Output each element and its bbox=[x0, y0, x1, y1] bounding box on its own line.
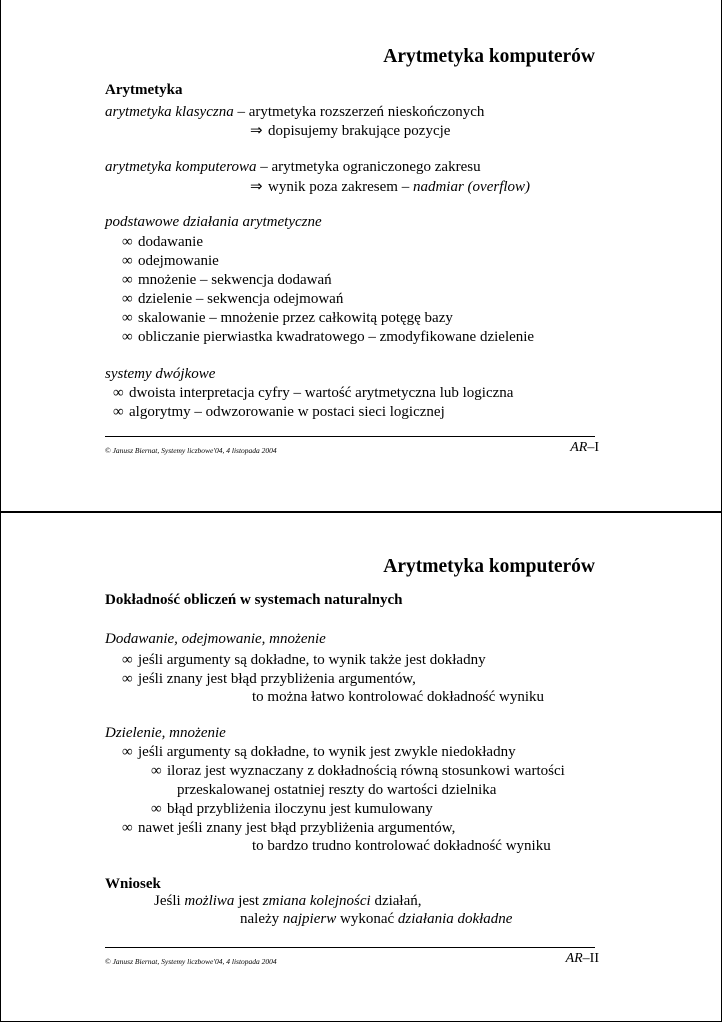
group1-heading: Dodawanie, odejmowanie, mnożenie bbox=[105, 631, 326, 647]
conclusion-line-1 bbox=[154, 892, 422, 910]
list-item-text: dwoista interpretacja cyfry – wartość arytmetyczna lub logiczna bbox=[129, 385, 514, 401]
list-item-continuation: to można łatwo kontrolować dokładność wyniku bbox=[252, 689, 545, 705]
list-item bbox=[113, 384, 513, 402]
group2-heading: Dzielenie, mnożenie bbox=[105, 725, 226, 741]
section-heading: Arytmetyka bbox=[105, 82, 183, 98]
slide-title: Arytmetyka komputerów bbox=[383, 556, 595, 577]
list-item bbox=[122, 252, 219, 270]
list-item bbox=[113, 403, 445, 421]
footer-text: © Janusz Biernat, Systemy liczbowe'04, 4 listopada 2004 bbox=[105, 446, 277, 455]
list-item bbox=[122, 651, 486, 669]
slide-title: Arytmetyka komputerów bbox=[383, 46, 595, 67]
list-item-text: odejmowanie bbox=[138, 253, 219, 269]
conclusion-emphasis: zmiana kolejności bbox=[262, 893, 371, 909]
infinity-bullet-icon: ∞ bbox=[122, 820, 133, 836]
list-item-text: błąd przybliżenia iloczynu jest kumulowany bbox=[167, 801, 433, 817]
page-number bbox=[570, 440, 599, 456]
infinity-bullet-icon: ∞ bbox=[122, 329, 133, 345]
list-item bbox=[122, 233, 203, 251]
computer-result: wynik poza zakresem – bbox=[268, 179, 413, 195]
list-item-text: mnożenie – sekwencja dodawań bbox=[138, 272, 332, 288]
infinity-bullet-icon: ∞ bbox=[122, 253, 133, 269]
infinity-bullet-icon: ∞ bbox=[113, 404, 124, 420]
infinity-bullet-icon: ∞ bbox=[122, 291, 133, 307]
classic-line bbox=[105, 103, 484, 121]
page-suffix: –II bbox=[582, 951, 599, 966]
page-number bbox=[566, 951, 599, 967]
sub-list-item bbox=[151, 762, 565, 780]
ops-heading: podstawowe działania arytmetyczne bbox=[105, 214, 322, 230]
infinity-bullet-icon: ∞ bbox=[122, 652, 133, 668]
conclusion-text: wykonać bbox=[336, 911, 398, 927]
infinity-bullet-icon: ∞ bbox=[151, 763, 162, 779]
list-item-text: dzielenie – sekwencja odejmowań bbox=[138, 291, 344, 307]
infinity-bullet-icon: ∞ bbox=[122, 671, 133, 687]
slide-2 bbox=[0, 512, 722, 1022]
list-item-text: iloraz jest wyznaczany z dokładnością równą stosunkowi wartości bbox=[167, 763, 565, 779]
list-item bbox=[122, 271, 332, 289]
conclusion-emphasis: możliwa bbox=[184, 893, 235, 909]
sub-list-item bbox=[151, 800, 433, 818]
list-item-text: obliczanie pierwiastka kwadratowego – zmodyfikowane dzielenie bbox=[138, 329, 535, 345]
slide-1 bbox=[0, 0, 722, 512]
conclusion-emphasis: działania dokładne bbox=[397, 911, 513, 927]
list-item bbox=[122, 290, 343, 308]
footer-text: © Janusz Biernat, Systemy liczbowe'04, 4 listopada 2004 bbox=[105, 957, 277, 966]
infinity-bullet-icon: ∞ bbox=[122, 272, 133, 288]
overflow-term: nadmiar (overflow) bbox=[412, 179, 531, 195]
section-heading: Dokładność obliczeń w systemach naturalnych bbox=[105, 592, 403, 608]
classic-result-line bbox=[250, 122, 450, 140]
list-item-continuation: to bardzo trudno kontrolować dokładność wyniku bbox=[252, 838, 551, 854]
classic-desc: – arytmetyka rozszerzeń nieskończonych bbox=[233, 104, 485, 120]
infinity-bullet-icon: ∞ bbox=[151, 801, 162, 817]
computer-term: arytmetyka komputerowa bbox=[105, 159, 257, 175]
list-item-text: dodawanie bbox=[138, 234, 203, 250]
list-item-text: nawet jeśli znany jest błąd przybliżenia argumentów, bbox=[138, 820, 456, 836]
footer-divider bbox=[105, 947, 595, 948]
list-item bbox=[122, 743, 516, 761]
list-item bbox=[122, 328, 534, 346]
list-item bbox=[122, 670, 416, 688]
conclusion-line-2 bbox=[240, 910, 512, 928]
list-item bbox=[122, 309, 453, 327]
conclusion-text: działań, bbox=[370, 893, 422, 909]
conclusion-emphasis: najpierw bbox=[282, 911, 337, 927]
list-item bbox=[122, 819, 455, 837]
list-item-text: jeśli argumenty są dokładne, to wynik jest zwykle niedokładny bbox=[138, 744, 516, 760]
list-item-text: jeśli argumenty są dokładne, to wynik także jest dokładny bbox=[138, 652, 486, 668]
list-item-text: skalowanie – mnożenie przez całkowitą potęgę bazy bbox=[138, 310, 453, 326]
infinity-bullet-icon: ∞ bbox=[113, 385, 124, 401]
classic-result: dopisujemy brakujące pozycje bbox=[268, 123, 451, 139]
infinity-bullet-icon: ∞ bbox=[122, 310, 133, 326]
page-suffix: –I bbox=[587, 440, 599, 455]
classic-term: arytmetyka klasyczna bbox=[105, 104, 234, 120]
conclusion-text: jest bbox=[234, 893, 263, 909]
page-prefix: AR bbox=[570, 440, 588, 455]
list-item-text: algorytmy – odwzorowanie w postaci sieci logicznej bbox=[129, 404, 445, 420]
infinity-bullet-icon: ∞ bbox=[122, 234, 133, 250]
infinity-bullet-icon: ∞ bbox=[122, 744, 133, 760]
conclusion-text: należy bbox=[240, 911, 283, 927]
list-item-text: jeśli znany jest błąd przybliżenia argumentów, bbox=[138, 671, 416, 687]
conclusion-text: Jeśli bbox=[154, 893, 185, 909]
sub-list-item-continuation: przeskalowanej ostatniej reszty do wartości dzielnika bbox=[177, 782, 497, 798]
implies-arrow-icon: ⇒ bbox=[250, 179, 263, 195]
page-prefix: AR bbox=[565, 951, 583, 966]
binary-heading: systemy dwójkowe bbox=[105, 366, 216, 382]
conclusion-heading: Wniosek bbox=[105, 876, 161, 892]
computer-line bbox=[105, 158, 481, 176]
computer-desc: – arytmetyka ograniczonego zakresu bbox=[256, 159, 481, 175]
implies-arrow-icon: ⇒ bbox=[250, 123, 263, 139]
computer-result-line bbox=[250, 178, 530, 196]
footer-divider bbox=[105, 436, 595, 437]
